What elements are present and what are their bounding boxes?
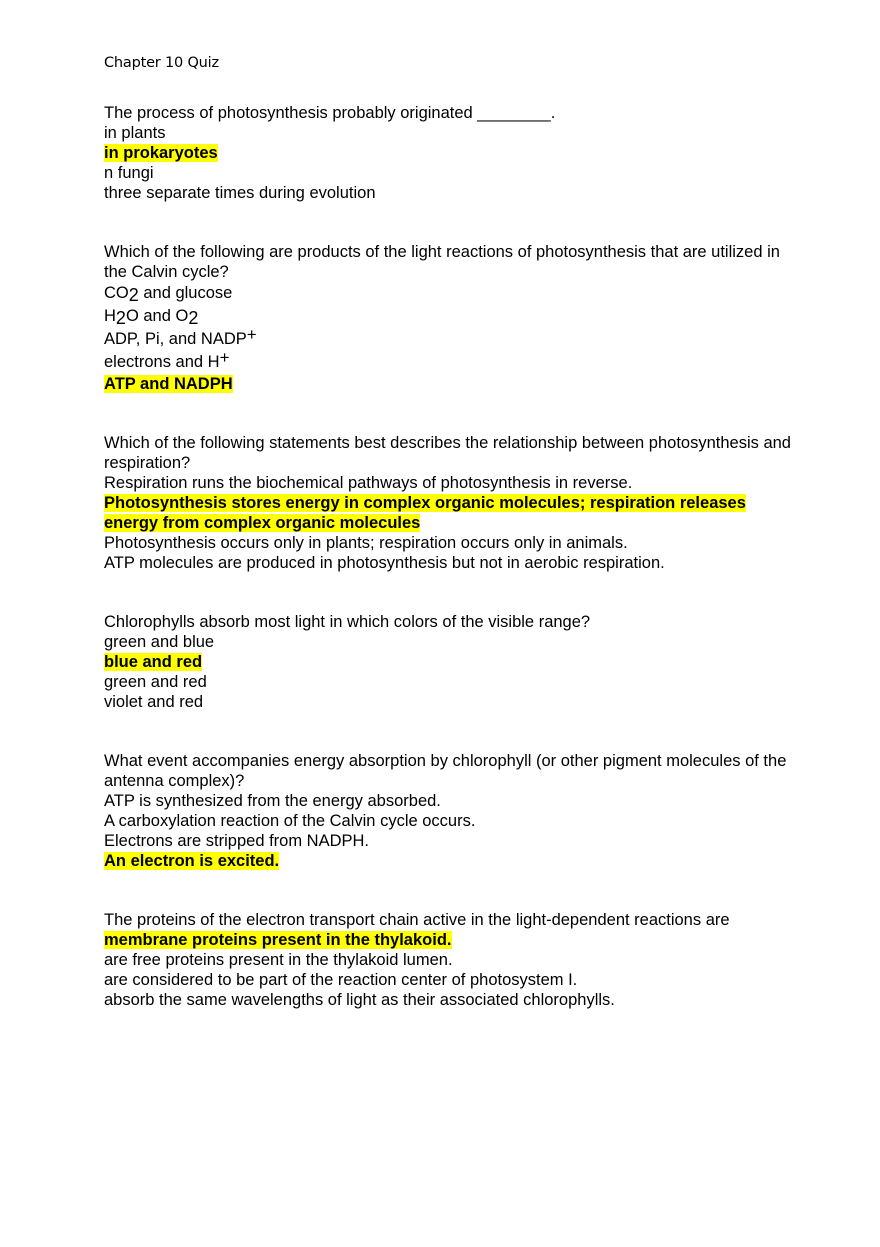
answer-option: n fungi (104, 164, 154, 182)
page-title: Chapter 10 Quiz (104, 55, 219, 71)
question-2 (104, 242, 794, 394)
answer-option: Electrons are stripped from NADPH. (104, 832, 370, 850)
answer-option: green and blue (104, 633, 215, 651)
question-prompt: The proteins of the electron transport chain active in the light-dependent reactions are (104, 911, 730, 929)
answer-option: Photosynthesis occurs only in plants; respiration occurs only in animals. (104, 534, 628, 552)
answer-option: violet and red (104, 693, 204, 711)
correct-answer-option: in prokaryotes (104, 144, 218, 162)
answer-option: ADP, Pi, and NADP+ (104, 325, 257, 348)
question-prompt: Which of the following are products of the light reactions of photosynthesis that are utilized in the Calvin cycle? (104, 243, 780, 281)
answer-option: ATP molecules are produced in photosynthesis but not in aerobic respiration. (104, 554, 665, 572)
question-3 (104, 433, 794, 573)
answer-option: ATP is synthesized from the energy absorbed. (104, 792, 441, 810)
answer-option: are considered to be part of the reaction center of photosystem I. (104, 971, 578, 989)
answer-option: three separate times during evolution (104, 184, 376, 202)
question-1 (104, 103, 794, 203)
question-prompt: What event accompanies energy absorption by chlorophyll (or other pigment molecules of the antenna complex)? (104, 752, 787, 790)
question-prompt: Chlorophylls absorb most light in which colors of the visible range? (104, 613, 591, 631)
answer-option: A carboxylation reaction of the Calvin cycle occurs. (104, 812, 476, 830)
answer-option: electrons and H+ (104, 348, 230, 371)
correct-answer-option: membrane proteins present in the thylakoid. (104, 931, 452, 949)
question-prompt: Which of the following statements best describes the relationship between photosynthesis and respiration? (104, 434, 791, 472)
correct-answer-option: Photosynthesis stores energy in complex organic molecules; respiration releases energy from complex organic molecules (104, 494, 746, 532)
answer-option: absorb the same wavelengths of light as their associated chlorophylls. (104, 991, 615, 1009)
answer-option: $H_2O$ and $O_2$ (104, 307, 199, 328)
answer-option: green and red (104, 673, 207, 691)
question-5 (104, 751, 794, 871)
answer-option: $CO_2$ and glucose (104, 284, 233, 305)
question-4 (104, 612, 794, 712)
answer-option: are free proteins present in the thylakoid lumen. (104, 951, 453, 969)
correct-answer-option: blue and red (104, 653, 203, 671)
answer-option: Respiration runs the biochemical pathways of photosynthesis in reverse. (104, 474, 633, 492)
question-prompt: The process of photosynthesis probably originated ________. (104, 104, 556, 122)
correct-answer-option: ATP and NADPH (104, 375, 233, 393)
quiz-body (104, 103, 794, 1049)
answer-option: in plants (104, 124, 166, 142)
correct-answer-option: An electron is excited. (104, 852, 280, 870)
question-6 (104, 910, 794, 1010)
